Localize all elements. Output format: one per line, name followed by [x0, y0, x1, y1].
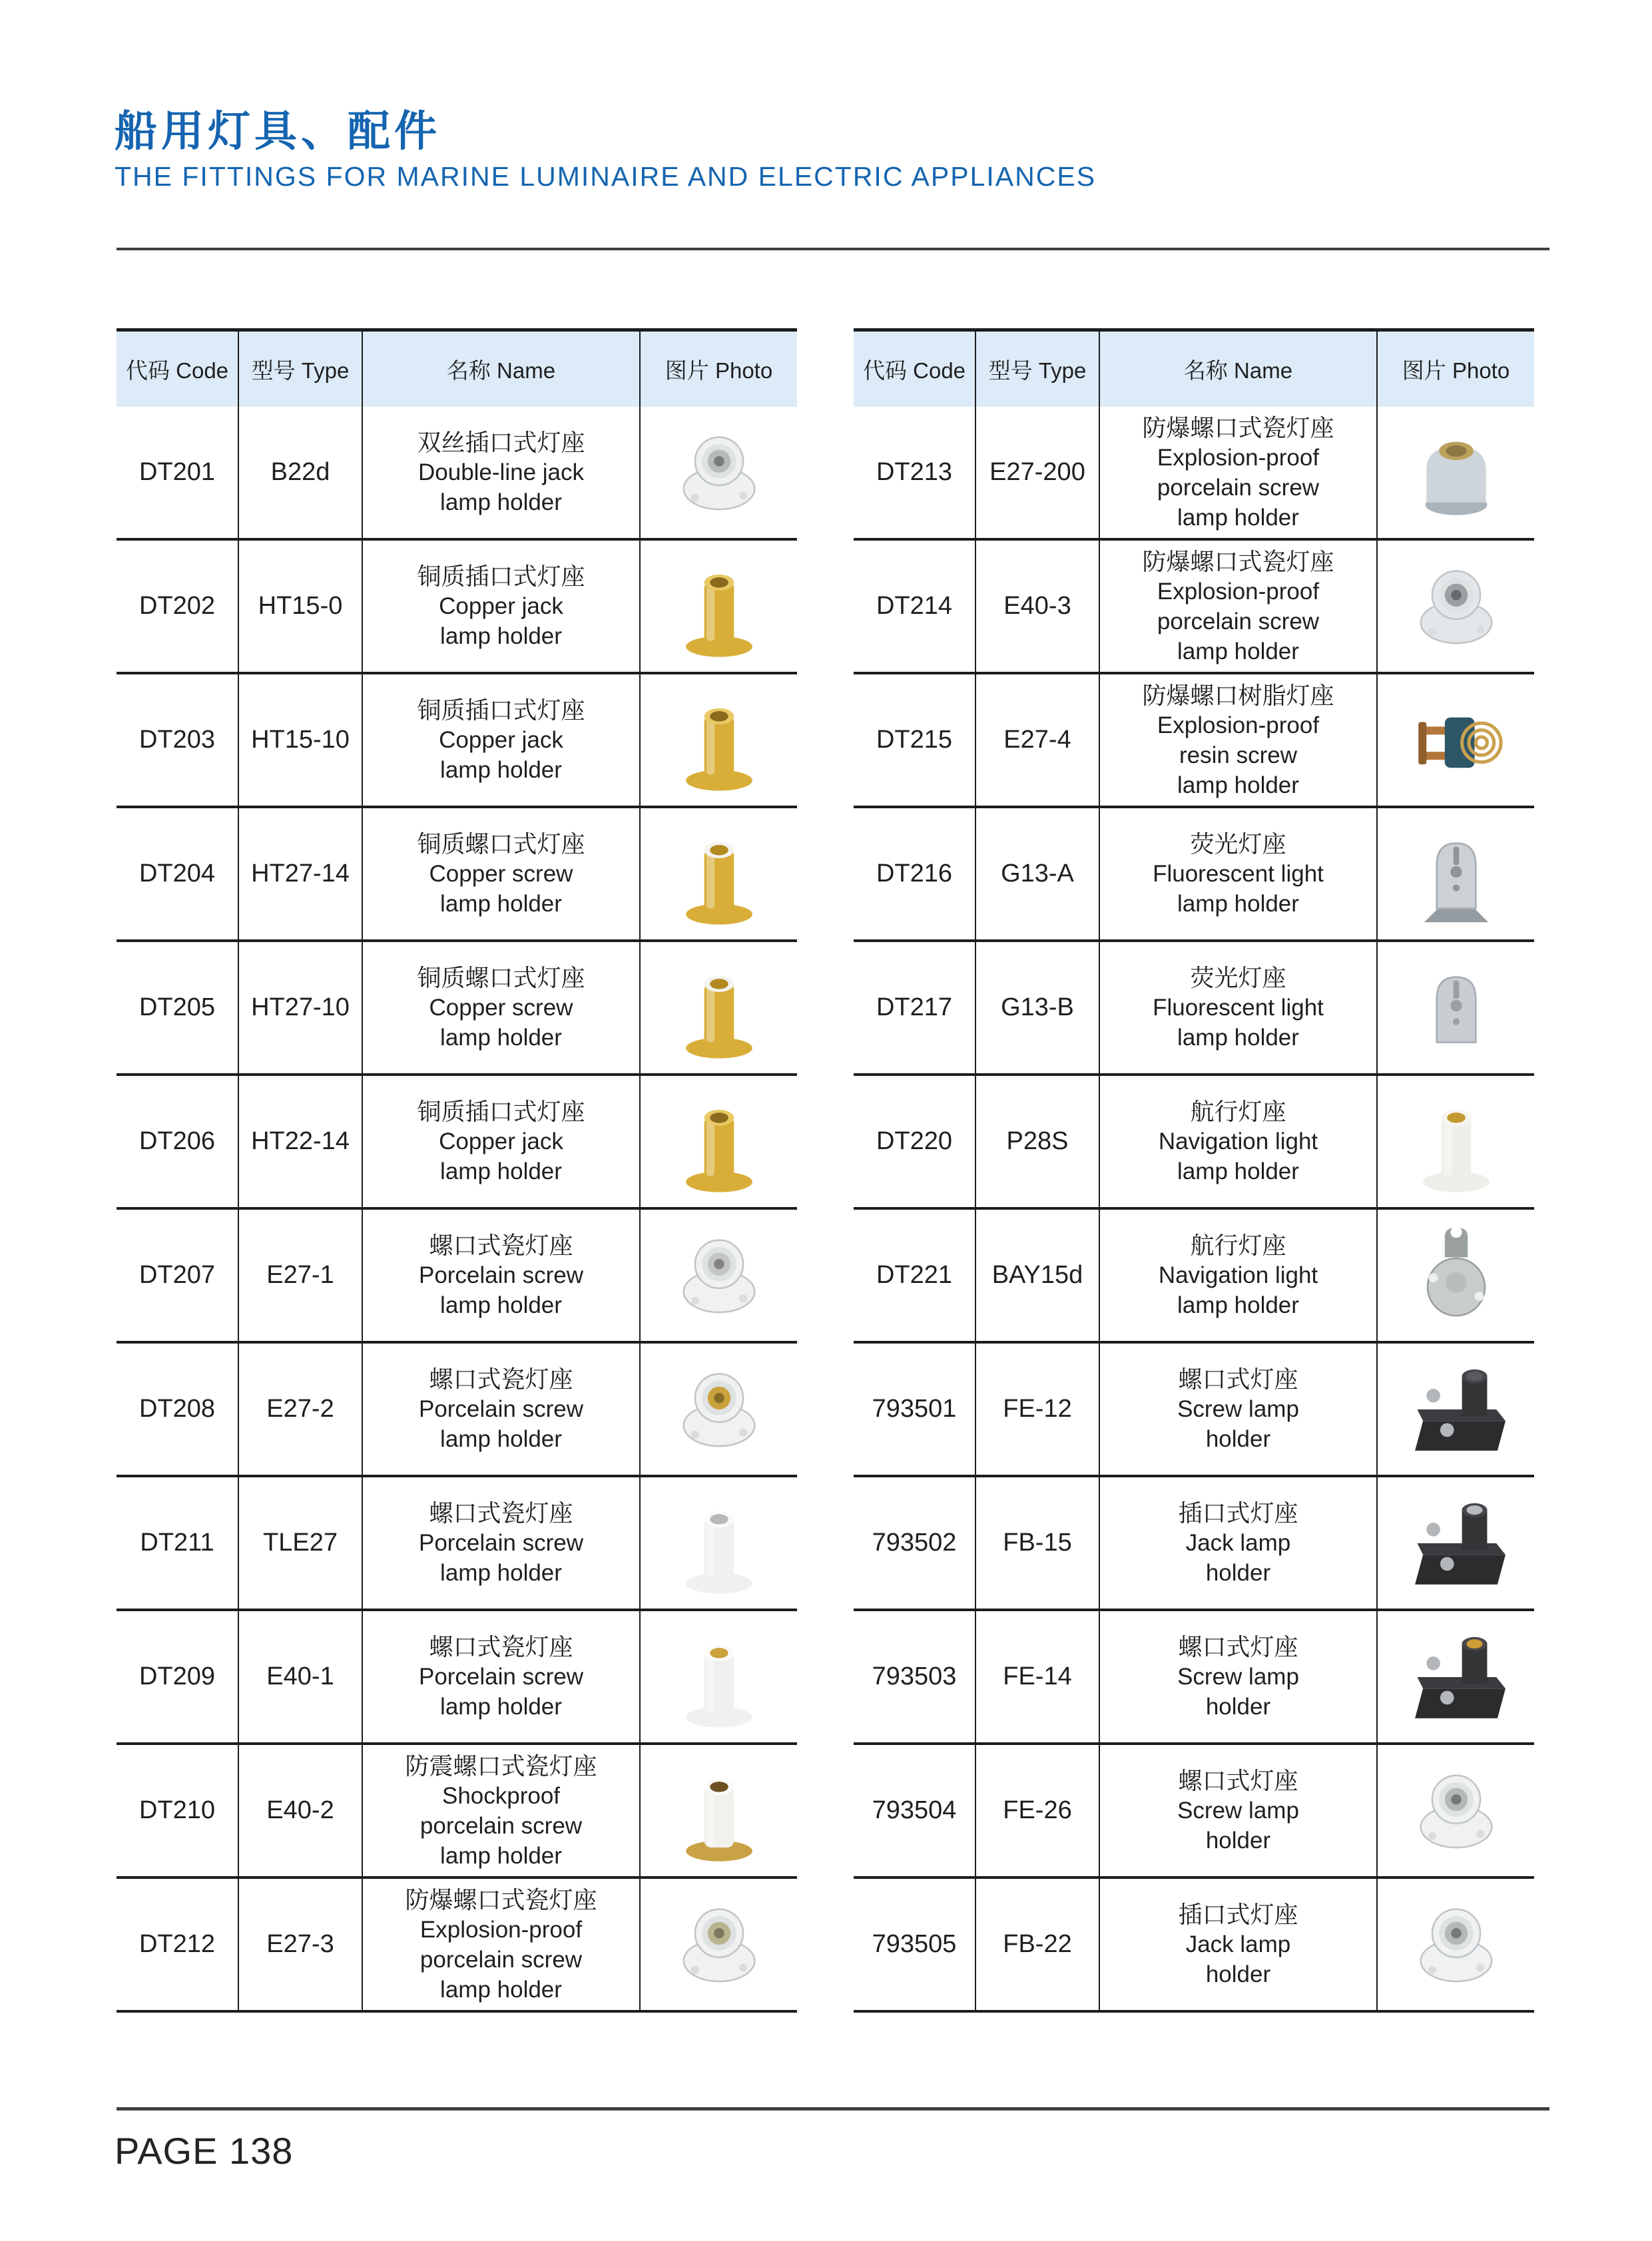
product-name-en-line: Screw lamp: [1177, 1664, 1299, 1690]
product-name-en-line: Porcelain screw: [418, 1530, 584, 1556]
table-row: [854, 1477, 1534, 1611]
cell-type: [976, 1879, 1100, 2010]
product-name-cn: 螺口式瓷灯座: [429, 1633, 573, 1660]
product-type: E27-2: [266, 1395, 334, 1423]
product-name-cn: 螺口式瓷灯座: [429, 1366, 573, 1393]
product-name-cn: 双丝插口式灯座: [417, 429, 585, 456]
cell-code: [117, 1745, 239, 1876]
lamp-holder-photo: [1399, 549, 1514, 664]
table-row: [854, 541, 1534, 674]
cell-code: [117, 407, 239, 538]
product-type: FE-26: [1003, 1796, 1072, 1824]
product-code: DT221: [876, 1261, 953, 1289]
top-divider: [117, 248, 1549, 250]
table-row: [117, 674, 797, 808]
product-name-en-line: holder: [1205, 1694, 1271, 1720]
cell-type: [239, 808, 363, 939]
cell-type: [239, 674, 363, 806]
product-name-en-line: lamp holder: [440, 1842, 562, 1869]
product-type: HT27-14: [251, 860, 350, 887]
product-name-en-line: Porcelain screw: [418, 1396, 584, 1422]
cell-photo: [1378, 808, 1534, 939]
col-header-code: 代码 Code: [854, 332, 976, 407]
product-code: DT210: [138, 1796, 216, 1824]
product-code: DT208: [138, 1395, 216, 1423]
table-row: [854, 1611, 1534, 1745]
product-code: DT205: [138, 993, 216, 1021]
table-row: [117, 1745, 797, 1879]
product-name-cn: 螺口式瓷灯座: [429, 1232, 573, 1259]
cell-name: [1100, 1611, 1378, 1742]
product-name-en-line: Jack lamp: [1185, 1530, 1291, 1556]
product-name-cn: 防爆螺口树脂灯座: [1142, 681, 1334, 709]
product-name-en-line: porcelain screw: [1157, 474, 1320, 501]
cell-name: [1100, 1210, 1378, 1341]
cell-photo: [641, 808, 797, 939]
table-row: [117, 1210, 797, 1344]
product-name-en-line: Fluorescent light: [1153, 995, 1324, 1021]
lamp-holder-photo: [662, 817, 776, 931]
product-type: E27-200: [989, 458, 1085, 486]
cell-type: [976, 1076, 1100, 1207]
product-name-cn: 螺口式灯座: [1178, 1767, 1298, 1794]
cell-photo: [641, 942, 797, 1073]
cell-type: [976, 942, 1100, 1073]
col-header-name: 名称 Name: [363, 332, 641, 407]
product-type: HT27-10: [251, 993, 350, 1021]
product-code: DT212: [138, 1930, 216, 1958]
cell-type: [239, 541, 363, 672]
product-name-cn: 铜质插口式灯座: [417, 563, 585, 590]
product-name-cn: 荧光灯座: [1190, 830, 1286, 858]
cell-code: [117, 1076, 239, 1207]
product-code: 793501: [872, 1395, 957, 1423]
cell-type: [976, 674, 1100, 806]
product-name-en-line: Screw lamp: [1177, 1396, 1299, 1422]
product-code: DT217: [876, 993, 953, 1021]
lamp-holder-photo: [662, 549, 776, 664]
product-name-en-line: porcelain screw: [1157, 608, 1320, 634]
cell-code: [854, 541, 976, 672]
product-name-en-line: Copper screw: [429, 995, 573, 1021]
table-row: [117, 1611, 797, 1745]
cell-code: [117, 674, 239, 806]
cell-name: [1100, 674, 1378, 806]
cell-name: [1100, 407, 1378, 538]
cell-type: [239, 1745, 363, 1876]
cell-type: [976, 1477, 1100, 1609]
cell-code: [854, 1076, 976, 1207]
product-name-en-line: lamp holder: [1177, 772, 1299, 798]
lamp-holder-photo: [662, 1085, 776, 1199]
product-type: G13-B: [1001, 993, 1074, 1021]
cell-code: [854, 1745, 976, 1876]
cell-photo: [641, 541, 797, 672]
cell-code: [854, 1477, 976, 1609]
product-type: G13-A: [1001, 860, 1074, 887]
product-code: DT201: [138, 458, 216, 486]
product-code: 793503: [872, 1662, 957, 1690]
product-type: FB-15: [1003, 1529, 1072, 1557]
lamp-holder-photo: [662, 1352, 776, 1467]
product-name-en-line: Fluorescent light: [1153, 861, 1324, 887]
table-row: [854, 1210, 1534, 1344]
cell-photo: [1378, 1879, 1534, 2010]
product-type: E27-1: [266, 1261, 334, 1289]
bottom-divider: [117, 2107, 1549, 2111]
cell-code: [117, 1611, 239, 1742]
product-name-en-line: Copper screw: [429, 861, 573, 887]
product-name-cn: 插口式灯座: [1178, 1499, 1298, 1527]
cell-type: [976, 1344, 1100, 1475]
cell-type: [239, 1076, 363, 1207]
product-name-en-line: Copper jack: [439, 593, 563, 619]
lamp-holder-photo: [1399, 1486, 1514, 1601]
table-row: [854, 1344, 1534, 1477]
product-type: FB-22: [1003, 1930, 1072, 1958]
table-row: [117, 1344, 797, 1477]
lamp-holder-photo: [1399, 1620, 1514, 1734]
product-name-cn: 铜质螺口式灯座: [417, 964, 585, 991]
product-name-cn: 螺口式灯座: [1178, 1633, 1298, 1660]
cell-name: [1100, 1076, 1378, 1207]
product-code: DT207: [138, 1261, 216, 1289]
product-name-en-line: Explosion-proof: [1157, 578, 1320, 605]
cell-name: [1100, 1477, 1378, 1609]
product-name-en-line: resin screw: [1179, 742, 1297, 768]
product-name-en-line: Explosion-proof: [1157, 712, 1320, 738]
product-type: E40-3: [1003, 592, 1071, 620]
page-number: PAGE 138: [115, 2130, 294, 2172]
table-header-row: [117, 328, 797, 407]
cell-name: [363, 674, 641, 806]
product-name-en-line: holder: [1205, 1560, 1271, 1586]
product-name-cn: 防震螺口式瓷灯座: [405, 1752, 597, 1780]
product-code: DT214: [876, 592, 953, 620]
cell-photo: [1378, 674, 1534, 806]
product-type: P28S: [1006, 1127, 1069, 1155]
product-name-cn: 螺口式灯座: [1178, 1366, 1298, 1393]
product-name-en-line: lamp holder: [440, 1560, 562, 1586]
lamp-holder-photo: [662, 1620, 776, 1734]
cell-photo: [641, 1477, 797, 1609]
cell-photo: [641, 1611, 797, 1742]
product-name-en-line: Copper jack: [439, 1128, 563, 1154]
cell-name: [1100, 942, 1378, 1073]
product-name-cn: 航行灯座: [1190, 1098, 1286, 1125]
product-code: DT213: [876, 458, 953, 486]
product-name-cn: 插口式灯座: [1178, 1901, 1298, 1928]
table-row: [854, 407, 1534, 541]
lamp-holder-photo: [662, 951, 776, 1065]
cell-name: [363, 942, 641, 1073]
page-title-en: THE FITTINGS FOR MARINE LUMINAIRE AND ELECTRIC APPLIANCES: [115, 161, 1097, 192]
product-table-left: [117, 328, 797, 2013]
table-row: [854, 1879, 1534, 2013]
product-code: 793505: [872, 1930, 957, 1958]
cell-type: [976, 1210, 1100, 1341]
cell-code: [854, 942, 976, 1073]
lamp-holder-photo: [1399, 1085, 1514, 1199]
cell-photo: [641, 407, 797, 538]
cell-photo: [1378, 1210, 1534, 1341]
product-name-en-line: holder: [1205, 1828, 1271, 1854]
product-name-en-line: Porcelain screw: [418, 1262, 584, 1288]
product-name-en-line: lamp holder: [1177, 1025, 1299, 1051]
table-body: [854, 407, 1534, 2013]
cell-type: [239, 942, 363, 1073]
product-name-en-line: lamp holder: [1177, 638, 1299, 664]
cell-code: [117, 1879, 239, 2010]
product-name-en-line: lamp holder: [1177, 891, 1299, 917]
cell-name: [363, 1076, 641, 1207]
cell-photo: [641, 1879, 797, 2010]
product-name-en-line: lamp holder: [440, 891, 562, 917]
cell-code: [117, 942, 239, 1073]
product-code: DT211: [140, 1529, 214, 1557]
product-name-en-line: lamp holder: [440, 489, 562, 515]
cell-name: [363, 407, 641, 538]
table-row: [117, 541, 797, 674]
lamp-holder-photo: [662, 1887, 776, 2002]
cell-type: [239, 1611, 363, 1742]
product-type: E27-4: [1003, 726, 1071, 754]
table-body: [117, 407, 797, 2013]
lamp-holder-photo: [1399, 1352, 1514, 1467]
product-name-en-line: Navigation light: [1158, 1128, 1318, 1154]
cell-code: [854, 1344, 976, 1475]
product-name-en-line: Copper jack: [439, 727, 563, 753]
product-name-en-line: lamp holder: [1177, 1158, 1299, 1184]
cell-code: [854, 1210, 976, 1341]
cell-code: [854, 674, 976, 806]
table-row: [854, 942, 1534, 1076]
product-type: FE-14: [1003, 1662, 1072, 1690]
cell-name: [1100, 1745, 1378, 1876]
product-name-en-line: Explosion-proof: [1157, 444, 1320, 471]
product-name-en-line: lamp holder: [440, 757, 562, 783]
product-name-en-line: lamp holder: [440, 1292, 562, 1318]
product-name-cn: 铜质螺口式灯座: [417, 830, 585, 858]
cell-photo: [641, 1745, 797, 1876]
lamp-holder-photo: [662, 683, 776, 798]
product-name-en-line: lamp holder: [440, 1158, 562, 1184]
product-name-en-line: lamp holder: [440, 1694, 562, 1720]
cell-photo: [1378, 1611, 1534, 1742]
cell-name: [363, 808, 641, 939]
cell-code: [854, 808, 976, 939]
lamp-holder-photo: [1399, 683, 1514, 798]
page-title-cn: 船用灯具、配件: [115, 107, 441, 155]
product-name-cn: 螺口式瓷灯座: [429, 1499, 573, 1527]
product-code: DT216: [876, 860, 953, 887]
col-header-type: 型号 Type: [976, 332, 1100, 407]
product-name-en-line: Explosion-proof: [419, 1916, 583, 1943]
cell-code: [854, 1879, 976, 2010]
product-name-en-line: Shockproof: [441, 1782, 561, 1809]
product-code: DT209: [138, 1662, 216, 1690]
cell-name: [1100, 1879, 1378, 2010]
product-name-en-line: lamp holder: [1177, 1292, 1299, 1318]
product-type: E40-2: [266, 1796, 334, 1824]
lamp-holder-photo: [1399, 1218, 1514, 1333]
cell-code: [117, 808, 239, 939]
product-type: FE-12: [1003, 1395, 1072, 1423]
table-row: [117, 1076, 797, 1210]
cell-name: [363, 541, 641, 672]
table-row: [117, 1879, 797, 2013]
product-name-en-line: lamp holder: [440, 623, 562, 649]
cell-type: [239, 1879, 363, 2010]
product-name-cn: 航行灯座: [1190, 1232, 1286, 1259]
product-name-cn: 防爆螺口式瓷灯座: [1142, 413, 1334, 441]
cell-photo: [641, 1210, 797, 1341]
cell-name: [1100, 541, 1378, 672]
product-code: DT204: [138, 860, 216, 887]
product-name-en-line: porcelain screw: [419, 1812, 583, 1839]
product-code: DT202: [138, 592, 216, 620]
lamp-holder-photo: [662, 1486, 776, 1601]
lamp-holder-photo: [1399, 817, 1514, 931]
table-row: [854, 674, 1534, 808]
lamp-holder-photo: [1399, 1754, 1514, 1868]
cell-type: [239, 1344, 363, 1475]
cell-photo: [1378, 1745, 1534, 1876]
product-name-en-line: Porcelain screw: [418, 1664, 584, 1690]
table-row: [854, 1745, 1534, 1879]
col-header-type: 型号 Type: [239, 332, 363, 407]
cell-code: [117, 1344, 239, 1475]
product-code: 793504: [872, 1796, 957, 1824]
product-name-en-line: lamp holder: [440, 1426, 562, 1452]
table-row: [117, 942, 797, 1076]
product-name-cn: 防爆螺口式瓷灯座: [1142, 547, 1334, 575]
lamp-holder-photo: [662, 1218, 776, 1333]
product-code: DT206: [138, 1127, 216, 1155]
product-type: HT22-14: [251, 1127, 350, 1155]
cell-photo: [1378, 942, 1534, 1073]
product-name-cn: 铜质插口式灯座: [417, 696, 585, 724]
table-row: [854, 1076, 1534, 1210]
cell-code: [117, 1210, 239, 1341]
cell-name: [363, 1210, 641, 1341]
cell-name: [363, 1477, 641, 1609]
product-name-en-line: Screw lamp: [1177, 1798, 1299, 1824]
product-name-en-line: Double-line jack: [417, 459, 585, 485]
cell-name: [1100, 808, 1378, 939]
product-name-en-line: lamp holder: [440, 1025, 562, 1051]
lamp-holder-photo: [1399, 1887, 1514, 2002]
col-header-photo: 图片 Photo: [1402, 358, 1510, 383]
product-table-right: [854, 328, 1534, 2013]
cell-code: [854, 407, 976, 538]
product-name-en-line: Jack lamp: [1185, 1931, 1291, 1957]
cell-type: [239, 1210, 363, 1341]
cell-name: [363, 1745, 641, 1876]
cell-name: [363, 1344, 641, 1475]
product-code: DT215: [876, 726, 953, 754]
cell-type: [976, 1745, 1100, 1876]
cell-photo: [1378, 407, 1534, 538]
cell-photo: [1378, 1477, 1534, 1609]
cell-code: [854, 1611, 976, 1742]
lamp-holder-photo: [1399, 951, 1514, 1065]
product-code: 793502: [872, 1529, 957, 1557]
cell-type: [239, 1477, 363, 1609]
cell-type: [976, 407, 1100, 538]
table-header-row: [854, 328, 1534, 407]
product-type: E27-3: [266, 1930, 334, 1958]
table-row: [117, 1477, 797, 1611]
lamp-holder-photo: [662, 415, 776, 530]
product-name-en-line: Navigation light: [1158, 1262, 1318, 1288]
product-name-en-line: holder: [1205, 1961, 1271, 1987]
product-name-en-line: porcelain screw: [419, 1946, 583, 1973]
table-row: [854, 808, 1534, 942]
table-row: [117, 808, 797, 942]
product-code: DT203: [138, 726, 216, 754]
product-type: BAY15d: [991, 1261, 1083, 1289]
product-name-en-line: lamp holder: [440, 1976, 562, 2003]
cell-photo: [641, 1076, 797, 1207]
cell-photo: [1378, 1076, 1534, 1207]
cell-code: [117, 1477, 239, 1609]
product-type: HT15-0: [258, 592, 343, 620]
cell-code: [117, 541, 239, 672]
product-name-en-line: holder: [1205, 1426, 1271, 1452]
col-header-name: 名称 Name: [1100, 332, 1378, 407]
cell-photo: [1378, 541, 1534, 672]
lamp-holder-photo: [662, 1754, 776, 1868]
product-type: TLE27: [263, 1529, 338, 1557]
cell-type: [976, 541, 1100, 672]
col-header-code: 代码 Code: [117, 332, 239, 407]
col-header-photo: 图片 Photo: [665, 358, 773, 383]
cell-name: [1100, 1344, 1378, 1475]
product-name-cn: 铜质插口式灯座: [417, 1098, 585, 1125]
cell-type: [976, 1611, 1100, 1742]
product-name-cn: 荧光灯座: [1190, 964, 1286, 991]
product-name-en-line: lamp holder: [1177, 504, 1299, 531]
product-name-cn: 防爆螺口式瓷灯座: [405, 1885, 597, 1913]
cell-photo: [641, 674, 797, 806]
cell-type: [239, 407, 363, 538]
cell-photo: [641, 1344, 797, 1475]
product-type: B22d: [270, 458, 330, 486]
cell-photo: [1378, 1344, 1534, 1475]
cell-type: [976, 808, 1100, 939]
lamp-holder-photo: [1399, 415, 1514, 530]
cell-name: [363, 1611, 641, 1742]
cell-name: [363, 1879, 641, 2010]
product-code: DT220: [876, 1127, 953, 1155]
product-type: E40-1: [266, 1662, 334, 1690]
table-row: [117, 407, 797, 541]
product-type: HT15-10: [251, 726, 350, 754]
